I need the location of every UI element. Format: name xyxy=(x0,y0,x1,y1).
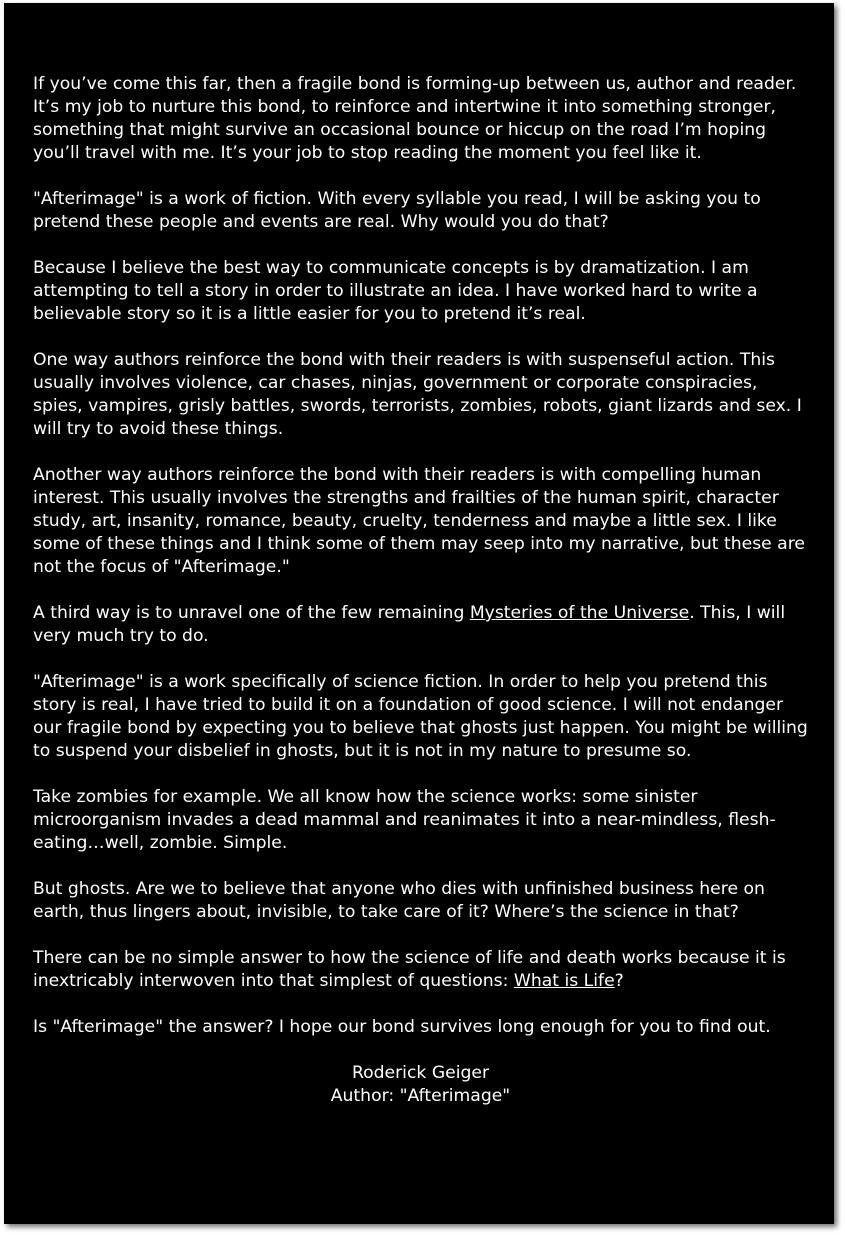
paragraph-7: "Afterimage" is a work specifically of science fiction. In order to help you pretend this story is real, I have tried to build it on a foundation of good science. I will not endanger our fragile bond by expecting you to believe that ghosts just happen. You might be willing to suspend your disbelief in ghosts, but it is not in my nature to presume so. xyxy=(33,672,808,761)
essay-body xyxy=(33,73,808,1108)
signature-block xyxy=(33,1062,808,1108)
paragraph-6-text-start: A third way is to unravel one of the few remaining xyxy=(33,603,470,623)
paragraph-5: Another way authors reinforce the bond with their readers is with compelling human interest. This usually involves the strengths and frailties of the human spirit, character study, art, insanity, romance, beauty, cruelty, tenderness and maybe a little sex. I like some of these things and I think some of them may seep into my narrative, but these are not the focus of "Afterimage." xyxy=(33,465,805,577)
mysteries-of-the-universe-link[interactable]: Mysteries of the Universe xyxy=(469,603,690,623)
paragraph-10-text-start: There can be no simple answer to how the science of life and death works because it is inextricably interwoven into that simplest of questions: xyxy=(33,948,786,991)
what-is-life-link[interactable]: What is Life xyxy=(513,971,615,991)
paragraph-11: Is "Afterimage" the answer? I hope our bond survives long enough for you to find out. xyxy=(33,1017,771,1037)
paragraph-1: If you’ve come this far, then a fragile bond is forming-up between us, author and reader. It’s my job to nurture this bond, to reinforce and intertwine it into something stronger, something that might survive an occasional bounce or hiccup on the road I’m hoping you’ll travel with me. It’s your job to stop reading the moment you feel like it. xyxy=(33,74,797,163)
paragraph-3: Because I believe the best way to communicate concepts is by dramatization. I am attempting to tell a story in order to illustrate an idea. I have worked hard to write a believable story so it is a little easier for you to pretend it’s real. xyxy=(33,258,758,324)
paragraph-10 xyxy=(33,947,808,993)
paragraph-6-text-end: . This, I will very much try to do. xyxy=(33,603,786,646)
paragraph-9: But ghosts. Are we to believe that anyone who dies with unfinished business here on earth, thus lingers about, invisible, to take care of it? Where’s the science in that? xyxy=(33,879,765,922)
author-name: Roderick Geiger xyxy=(351,1063,490,1083)
paragraph-6 xyxy=(33,602,808,648)
author-title: Author: "Afterimage" xyxy=(330,1086,511,1106)
paragraph-10-text-end: ? xyxy=(614,971,624,991)
paragraph-4: One way authors reinforce the bond with their readers is with suspenseful action. This usually involves violence, car chases, ninjas, government or corporate conspiracies, spies, vampires, grisly battles, swords, terrorists, zombies, robots, giant lizards and sex. I will try to avoid these things. xyxy=(33,350,802,439)
paragraph-8: Take zombies for example. We all know how the science works: some sinister microorganism invades a dead mammal and reanimates it into a near-mindless, flesh-eating…well, zombie. Simple. xyxy=(33,787,776,853)
paragraph-2: "Afterimage" is a work of fiction. With every syllable you read, I will be asking you to pretend these people and events are real. Why would you do that? xyxy=(33,189,761,232)
text-panel xyxy=(4,3,834,1224)
